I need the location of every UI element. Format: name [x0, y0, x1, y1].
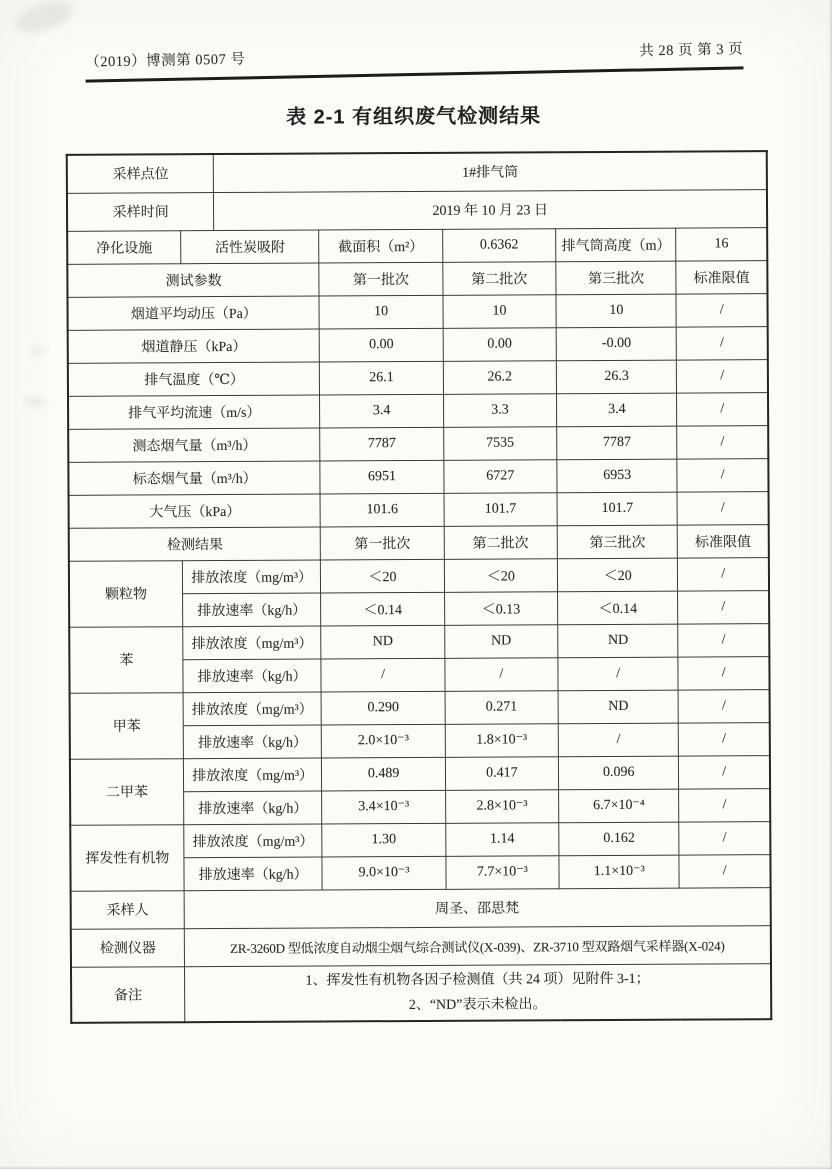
pollutant-batch2: /	[445, 657, 559, 691]
param-row	[68, 425, 768, 462]
param-batch3: 10	[556, 294, 677, 328]
pollutant-name: 挥发性有机物	[70, 824, 184, 891]
cross-section-label: 截面积（m²）	[319, 229, 442, 263]
page-header	[85, 37, 744, 82]
pollutant-limit: /	[679, 821, 770, 854]
param-batch3: 3.4	[557, 393, 678, 427]
pollutant-limit: /	[678, 590, 769, 623]
pollutant-batch3: ND	[558, 690, 679, 724]
remark-label: 备注	[71, 966, 185, 1023]
pollutant-batch2: ＜0.13	[444, 591, 558, 625]
batch3-header: 第三批次	[556, 261, 677, 295]
param-batch2: 10	[443, 294, 557, 328]
param-limit: /	[676, 293, 767, 326]
pollutant-batch2: 1.8×10⁻³	[445, 723, 559, 757]
param-batch1: 3.4	[320, 394, 443, 428]
pollutant-batch1: 0.290	[322, 691, 445, 725]
result-header-row	[69, 524, 769, 561]
param-batch2: 0.00	[443, 327, 557, 361]
pollutant-param: 排放速率（kg/h）	[182, 592, 321, 626]
pollutant-batch3: ＜20	[557, 558, 678, 592]
remark-line-2: 2、“ND”表示未检出。	[408, 997, 547, 1013]
sampling-point-value: 1#排气筒	[214, 151, 767, 192]
pollutant-batch1: ND	[321, 625, 444, 659]
purification-device: 活性炭吸附	[181, 230, 320, 264]
emission-result-table	[66, 150, 773, 1024]
report-number: （2019）博测第 0507 号	[85, 51, 246, 71]
param-batch3: 6953	[557, 459, 678, 493]
param-row	[68, 326, 768, 363]
pagination: 共 28 页 第 3 页	[639, 41, 744, 60]
batch3-header: 第三批次	[557, 525, 678, 559]
pollutant-param: 排放浓度（mg/m³）	[183, 625, 322, 659]
pollutant-param: 排放浓度（mg/m³）	[183, 691, 322, 725]
sampling-point-label: 采样点位	[67, 154, 214, 193]
param-batch3: 101.7	[557, 492, 678, 526]
pollutant-name: 苯	[69, 626, 183, 693]
pollutant-batch3: 0.096	[558, 756, 679, 790]
pollutant-row	[70, 755, 770, 792]
pollutant-name: 甲苯	[70, 692, 184, 759]
batch2-header: 第二批次	[444, 525, 558, 559]
param-header-row	[67, 260, 767, 297]
pollutant-limit: /	[679, 755, 770, 788]
pollutant-row	[69, 557, 769, 594]
pollutant-param: 排放速率（kg/h）	[183, 724, 322, 758]
sampler-row	[71, 887, 771, 929]
pollutant-limit: /	[678, 656, 769, 689]
batch1-header: 第一批次	[321, 526, 444, 560]
pollutant-batch1: ＜20	[321, 559, 444, 593]
param-batch3: 26.3	[556, 360, 677, 394]
param-label: 测态烟气量（m³/h）	[68, 427, 320, 461]
param-batch1: 6951	[320, 460, 443, 494]
param-batch1: 101.6	[321, 493, 444, 527]
pollutant-batch2: 1.14	[445, 822, 559, 856]
param-row	[68, 458, 768, 495]
param-row	[68, 359, 768, 396]
stack-height-value: 16	[676, 227, 767, 260]
param-label: 大气压（kPa）	[69, 493, 321, 527]
param-limit: /	[677, 491, 768, 524]
param-label: 排气温度（℃）	[68, 362, 320, 396]
instrument-label: 检测仪器	[71, 928, 185, 967]
instrument-row	[71, 925, 771, 967]
pollutant-limit: /	[678, 557, 769, 590]
sampling-time-value: 2019 年 10 月 23 日	[214, 189, 767, 230]
param-batch3: 7787	[557, 426, 678, 460]
pollutant-batch2: 7.7×10⁻³	[446, 855, 560, 889]
param-row	[69, 491, 769, 528]
limit-header: 标准限值	[678, 524, 769, 557]
pollutant-row	[70, 821, 770, 858]
pollutant-param: 排放速率（kg/h）	[183, 790, 322, 824]
param-batch1: 0.00	[320, 328, 443, 362]
param-label: 烟道静压（kPa）	[68, 329, 320, 363]
pollutant-batch1: 2.0×10⁻³	[322, 724, 445, 758]
table-row	[67, 189, 767, 231]
table-row	[67, 151, 767, 193]
pollutant-limit: /	[679, 788, 770, 821]
param-row	[67, 293, 767, 330]
param-batch1: 7787	[320, 427, 443, 461]
param-batch1: 26.1	[320, 361, 443, 395]
pollutant-limit: /	[679, 854, 770, 887]
param-batch2: 7535	[443, 426, 557, 460]
pollutant-param: 排放浓度（mg/m³）	[183, 757, 322, 791]
param-limit: /	[677, 359, 768, 392]
pollutant-batch2: ND	[444, 624, 558, 658]
pollutant-row	[69, 623, 769, 660]
instrument-value: ZR-3260D 型低浓度自动烟尘烟气综合测试仪(X-039)、ZR-3710 型双路烟气采样器(X-024)	[184, 925, 771, 966]
pollutant-batch1: 9.0×10⁻³	[322, 856, 445, 890]
pollutant-name: 二甲苯	[70, 758, 184, 825]
pollutant-batch3: /	[558, 657, 679, 691]
table-row	[67, 227, 767, 264]
pollutant-param: 排放浓度（mg/m³）	[184, 823, 323, 857]
pollutant-batch1: 1.30	[322, 823, 445, 857]
pollutant-batch1: 0.489	[322, 757, 445, 791]
param-limit: /	[677, 425, 768, 458]
param-label: 排气平均流速（m/s）	[68, 395, 320, 429]
pollutant-batch1: /	[321, 658, 444, 692]
remark-line-1: 1、挥发性有机物各因子检测值（共 24 项）见附件 3-1；	[305, 971, 650, 989]
param-limit: /	[677, 458, 768, 491]
sampler-label: 采样人	[71, 890, 185, 929]
sampler-value: 周圣、邵思梵	[184, 887, 771, 928]
param-row	[68, 392, 768, 429]
param-batch2: 3.3	[443, 393, 557, 427]
pollutant-batch3: 1.1×10⁻³	[559, 855, 680, 889]
remark-value	[184, 963, 771, 1022]
pollutant-batch1: 3.4×10⁻³	[322, 790, 445, 824]
page-title: 表 2-1 有组织废气检测结果	[285, 105, 542, 129]
pollutant-batch3: 0.162	[559, 822, 680, 856]
pollutant-param: 排放速率（kg/h）	[183, 658, 322, 692]
pollutant-batch3: 6.7×10⁻⁴	[559, 789, 680, 823]
stack-height-label: 排气筒高度（m）	[556, 228, 677, 262]
param-header-label: 测试参数	[67, 263, 319, 297]
param-limit: /	[677, 326, 768, 359]
pollutant-batch3: ＜0.14	[558, 591, 679, 625]
result-header-label: 检测结果	[69, 526, 321, 560]
pollutant-batch2: 0.271	[445, 690, 559, 724]
pollutant-batch2: 2.8×10⁻³	[445, 789, 559, 823]
pollutant-row	[70, 689, 770, 726]
pollutant-batch2: ＜20	[444, 558, 558, 592]
cross-section-value: 0.6362	[442, 228, 556, 262]
pollutant-limit: /	[679, 722, 770, 755]
limit-header: 标准限值	[676, 260, 767, 293]
param-limit: /	[677, 392, 768, 425]
pollutant-param: 排放浓度（mg/m³）	[182, 559, 321, 593]
param-label: 标态烟气量（m³/h）	[68, 460, 320, 494]
param-batch2: 101.7	[444, 492, 558, 526]
pollutant-batch2: 0.417	[445, 756, 559, 790]
pollutant-batch3: ND	[558, 624, 679, 658]
sampling-time-label: 采样时间	[67, 192, 214, 231]
param-label: 烟道平均动压（Pa）	[67, 296, 319, 330]
batch1-header: 第一批次	[319, 262, 442, 296]
pollutant-batch3: /	[558, 723, 679, 757]
param-batch1: 10	[319, 295, 442, 329]
param-batch2: 26.2	[443, 360, 557, 394]
batch2-header: 第二批次	[442, 261, 556, 295]
pollutant-name: 颗粒物	[69, 560, 183, 627]
pollutant-param: 排放速率（kg/h）	[184, 856, 323, 890]
remark-row	[71, 963, 771, 1023]
purification-label: 净化设施	[67, 230, 181, 264]
pollutant-limit: /	[679, 689, 770, 722]
param-batch3: -0.00	[556, 327, 677, 361]
pollutant-limit: /	[678, 623, 769, 656]
pollutant-batch1: ＜0.14	[321, 592, 444, 626]
param-batch2: 6727	[444, 459, 558, 493]
